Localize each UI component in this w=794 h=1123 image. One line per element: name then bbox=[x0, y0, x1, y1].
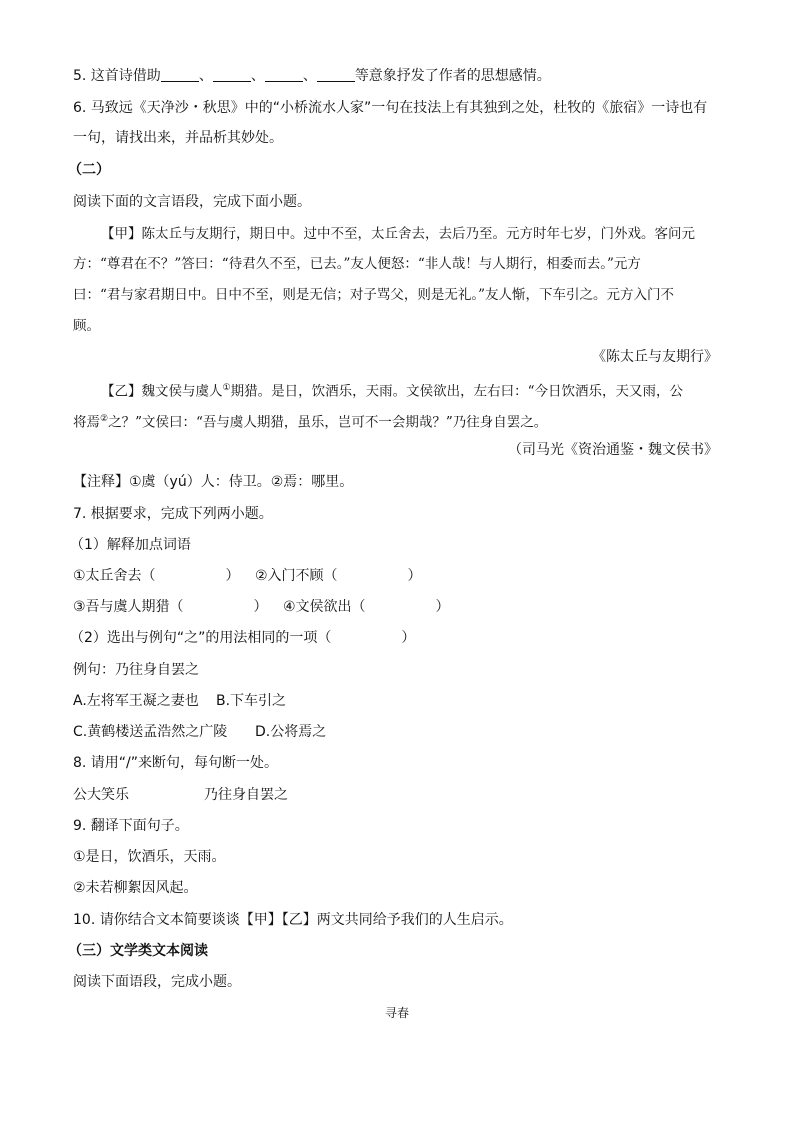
q10-title: 10. 请你结合文本简要谈谈【甲】【乙】两文共同给予我们的人生启示。 bbox=[73, 912, 513, 928]
q7-sub1: （1）解释加点词语 bbox=[70, 537, 191, 553]
q5-suffix: 等意象抒发了作者的思想感情。 bbox=[354, 68, 551, 84]
q9-title: 9. 翻译下面句子。 bbox=[73, 818, 189, 834]
footnote-mark: ② bbox=[100, 414, 109, 424]
q7-example: 例句：乃往身自罢之 bbox=[73, 662, 199, 678]
q8-sentence1: 公大笑乐 bbox=[73, 787, 129, 803]
yi-text: 期猎。是日，饮酒乐，天雨。文侯欲出，左右曰：“今日饮酒乐，天又雨，公 bbox=[230, 383, 683, 400]
q7-item3: ③吾与虞人期猎（ ） bbox=[73, 599, 268, 615]
q6-line2: 一句，请找出来，并品析其妙处。 bbox=[73, 130, 283, 146]
q9-sentence2: ②未若柳絮因风起。 bbox=[73, 880, 198, 896]
yi-text: 将焉 bbox=[73, 414, 100, 431]
jia-line1: 【甲】陈太丘与友期行，期日中。过中不至，太丘舍去，去后乃至。元方时年七岁，门外戏。客问元 bbox=[101, 226, 695, 242]
q7-title: 7. 根据要求，完成下列两小题。 bbox=[73, 506, 273, 522]
answer-blank[interactable] bbox=[161, 67, 199, 82]
note: 【注释】①虞（yú）人：侍卫。②焉：哪里。 bbox=[73, 474, 354, 490]
section2-instruction: 阅读下面的文言语段，完成下面小题。 bbox=[73, 194, 311, 210]
jia-line3: 曰：“君与家君期日中。日中不至，则是无信；对子骂父，则是无礼。”友人惭，下车引之。元方入门不 bbox=[73, 287, 675, 303]
q5-line bbox=[73, 66, 551, 86]
jia-line4: 顾。 bbox=[73, 318, 100, 334]
answer-blank[interactable] bbox=[317, 67, 355, 82]
yi-text: 之？”文侯曰：“吾与虞人期猎，虽乐，岂可不一会期哉？”乃往身自罢之。 bbox=[108, 414, 548, 431]
separator: 、 bbox=[198, 68, 213, 84]
jia-line2: 方：“尊君在不？”答曰：“待君久不至，已去。”友人便怒：“非人哉！与人期行，相委而去。”元方 bbox=[73, 256, 641, 272]
option-a: A.左将军王凝之妻也 bbox=[73, 693, 199, 709]
q6-line1: 6. 马致远《天净沙・秋思》中的“小桥流水人家”一句在技法上有其独到之处，杜牧的《旅宿》一诗也有 bbox=[73, 100, 708, 116]
q7-item4: ④文侯欲出（ ） bbox=[283, 599, 450, 615]
yi-line1 bbox=[101, 378, 683, 402]
section3-heading: （三）文学类文本阅读 bbox=[68, 943, 208, 959]
answer-blank[interactable] bbox=[213, 67, 251, 82]
separator: 、 bbox=[250, 68, 265, 84]
yi-source: （司马光《资治通鉴・魏文侯书》 bbox=[508, 442, 718, 458]
option-c: C.黄鹤楼送孟浩然之广陵 bbox=[73, 724, 228, 740]
q8-title: 8. 请用“/”来断句，每句断一处。 bbox=[73, 755, 279, 771]
section3-instruction: 阅读下面语段，完成小题。 bbox=[73, 974, 241, 990]
q7-item1: ①太丘舍去（ ） bbox=[73, 568, 240, 584]
jia-source: 《陈太丘与友期行》 bbox=[592, 349, 718, 365]
separator: 、 bbox=[302, 68, 317, 84]
passage-title: 寻春 bbox=[384, 1006, 409, 1020]
option-b: B.下车引之 bbox=[216, 693, 287, 709]
q7-item2: ②入门不顾（ ） bbox=[255, 568, 422, 584]
answer-blank[interactable] bbox=[265, 67, 303, 82]
section2-heading: （二） bbox=[68, 162, 110, 178]
q8-sentence2: 乃往身自罢之 bbox=[204, 787, 288, 803]
yi-text: 【乙】魏文侯与虞人 bbox=[101, 383, 223, 400]
option-d: D.公将焉之 bbox=[255, 724, 327, 740]
q5-prefix: 5. 这首诗借助 bbox=[73, 68, 161, 84]
q9-sentence1: ①是日，饮酒乐，天雨。 bbox=[73, 849, 226, 865]
yi-line2 bbox=[73, 409, 547, 433]
footnote-mark: ① bbox=[222, 383, 231, 393]
q7-sub2: （2）选出与例句“之”的用法相同的一项（ ） bbox=[70, 630, 416, 646]
